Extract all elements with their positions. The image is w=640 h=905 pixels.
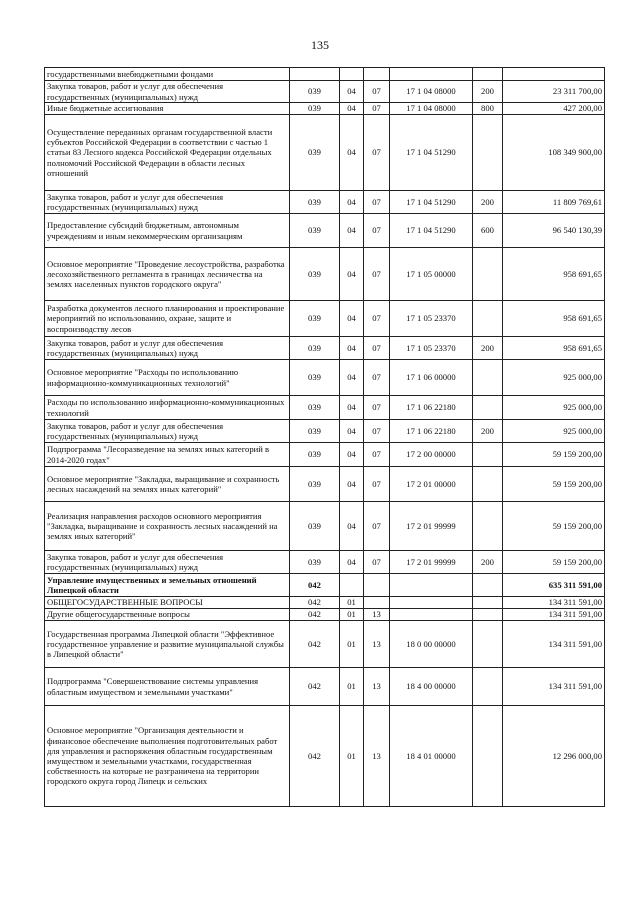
target-article-cell: 17 1 06 22180 <box>390 420 473 443</box>
table-row <box>45 502 605 551</box>
target-article-cell: 17 1 04 08000 <box>390 81 473 103</box>
budget-table-body <box>45 68 605 807</box>
expense-type-cell: 600 <box>473 214 503 248</box>
table-row <box>45 609 605 621</box>
section-code-cell <box>340 68 364 81</box>
ministry-code-cell: 039 <box>290 103 340 115</box>
table-row <box>45 396 605 420</box>
ministry-code-cell: 039 <box>290 81 340 103</box>
subsection-code-cell: 07 <box>364 115 390 191</box>
ministry-code-cell: 039 <box>290 248 340 301</box>
target-article-cell: 17 1 04 51290 <box>390 191 473 214</box>
ministry-code-cell: 042 <box>290 609 340 621</box>
table-row <box>45 574 605 597</box>
section-code-cell: 04 <box>340 103 364 115</box>
target-article-cell <box>390 574 473 597</box>
ministry-code-cell: 039 <box>290 420 340 443</box>
expense-name-cell: Реализация направления расходов основного мероприятия "Закладка, выращивание и сохранность лесных насаждений на землях иных категорий" <box>45 502 290 551</box>
section-code-cell: 01 <box>340 621 364 668</box>
amount-cell: 96 540 130,39 <box>503 214 605 248</box>
amount-cell: 108 349 900,00 <box>503 115 605 191</box>
subsection-code-cell: 07 <box>364 337 390 360</box>
expense-name-cell: Закупка товаров, работ и услуг для обеспечения государственных (муниципальных) нужд <box>45 81 290 103</box>
target-article-cell: 18 0 00 00000 <box>390 621 473 668</box>
ministry-code-cell: 039 <box>290 115 340 191</box>
table-row <box>45 443 605 467</box>
budget-table <box>44 67 605 807</box>
expense-name-cell: Предоставление субсидий бюджетным, автономным учреждениям и иным некоммерческим организациям <box>45 214 290 248</box>
target-article-cell: 17 2 00 00000 <box>390 443 473 467</box>
amount-cell: 23 311 700,00 <box>503 81 605 103</box>
subsection-code-cell: 07 <box>364 360 390 396</box>
expense-name-cell: Осуществление переданных органам государственной власти субъектов Российской Федерации в соответствии с частью 1 статьи 83 Лесного кодекса Российской Федерации отдельных полномочий Российской Федерации в области лесных отношений <box>45 115 290 191</box>
amount-cell: 59 159 200,00 <box>503 502 605 551</box>
target-article-cell: 17 1 04 51290 <box>390 115 473 191</box>
subsection-code-cell: 07 <box>364 443 390 467</box>
section-code-cell: 04 <box>340 502 364 551</box>
subsection-code-cell: 07 <box>364 191 390 214</box>
expense-name-cell: Основное мероприятие "Проведение лесоустройства, разработка лесохозяйственного регламента в границах лесничества на землях населенных пунктов городского округа" <box>45 248 290 301</box>
subsection-code-cell: 07 <box>364 214 390 248</box>
target-article-cell: 17 2 01 00000 <box>390 467 473 502</box>
expense-type-cell: 200 <box>473 81 503 103</box>
ministry-code-cell: 039 <box>290 502 340 551</box>
table-row <box>45 337 605 360</box>
ministry-code-cell: 042 <box>290 668 340 706</box>
target-article-cell: 18 4 01 00000 <box>390 706 473 807</box>
ministry-code-cell: 039 <box>290 551 340 574</box>
subsection-code-cell: 07 <box>364 420 390 443</box>
target-article-cell: 18 4 00 00000 <box>390 668 473 706</box>
amount-cell: 427 200,00 <box>503 103 605 115</box>
section-code-cell: 01 <box>340 706 364 807</box>
amount-cell: 958 691,65 <box>503 248 605 301</box>
ministry-code-cell: 039 <box>290 301 340 337</box>
table-row <box>45 103 605 115</box>
expense-type-cell <box>473 115 503 191</box>
target-article-cell <box>390 68 473 81</box>
subsection-code-cell: 07 <box>364 248 390 301</box>
page-number: 135 <box>311 38 329 52</box>
table-row <box>45 597 605 609</box>
expense-type-cell <box>473 668 503 706</box>
expense-type-cell <box>473 248 503 301</box>
expense-name-cell: Расходы по использованию информационно-коммуникационных технологий <box>45 396 290 420</box>
expense-type-cell <box>473 609 503 621</box>
section-code-cell: 01 <box>340 668 364 706</box>
expense-type-cell <box>473 467 503 502</box>
subsection-code-cell: 07 <box>364 301 390 337</box>
amount-cell <box>503 68 605 81</box>
section-code-cell: 04 <box>340 337 364 360</box>
target-article-cell: 17 2 01 99999 <box>390 502 473 551</box>
expense-type-cell <box>473 396 503 420</box>
expense-name-cell: Управление имущественных и земельных отношений Липецкой области <box>45 574 290 597</box>
ministry-code-cell: 039 <box>290 337 340 360</box>
expense-name-cell: Основное мероприятие "Организация деятельности и финансовое обеспечение выполнения подготовительных работ для управления и распоряжения областным государственным имуществом и земельными участками, государственная собственность на которые не разграничена на территории городского округа город Липецк и сельских <box>45 706 290 807</box>
expense-type-cell <box>473 706 503 807</box>
table-row <box>45 301 605 337</box>
expense-type-cell: 200 <box>473 551 503 574</box>
ministry-code-cell: 042 <box>290 706 340 807</box>
section-code-cell: 04 <box>340 214 364 248</box>
ministry-code-cell: 039 <box>290 191 340 214</box>
ministry-code-cell: 042 <box>290 574 340 597</box>
target-article-cell: 17 1 06 22180 <box>390 396 473 420</box>
subsection-code-cell <box>364 68 390 81</box>
amount-cell: 59 159 200,00 <box>503 443 605 467</box>
section-code-cell: 04 <box>340 248 364 301</box>
subsection-code-cell: 13 <box>364 706 390 807</box>
section-code-cell: 04 <box>340 551 364 574</box>
table-row <box>45 248 605 301</box>
amount-cell: 958 691,65 <box>503 337 605 360</box>
table-row <box>45 191 605 214</box>
expense-name-cell: Основное мероприятие "Закладка, выращивание и сохранность лесных насаждений на землях иных категорий" <box>45 467 290 502</box>
table-row <box>45 420 605 443</box>
target-article-cell: 17 1 04 51290 <box>390 214 473 248</box>
expense-name-cell: Государственная программа Липецкой области "Эффективное государственное управление и развитие муниципальной службы в Липецкой области" <box>45 621 290 668</box>
target-article-cell: 17 1 06 00000 <box>390 360 473 396</box>
table-row <box>45 467 605 502</box>
expense-name-cell: Подпрограмма "Совершенствование системы управления областным имуществом и земельными участками" <box>45 668 290 706</box>
section-code-cell: 04 <box>340 115 364 191</box>
target-article-cell: 17 1 05 23370 <box>390 337 473 360</box>
expense-type-cell <box>473 360 503 396</box>
table-row <box>45 360 605 396</box>
expense-type-cell <box>473 597 503 609</box>
subsection-code-cell <box>364 574 390 597</box>
subsection-code-cell: 13 <box>364 668 390 706</box>
expense-type-cell <box>473 68 503 81</box>
amount-cell: 134 311 591,00 <box>503 621 605 668</box>
expense-name-cell: Закупка товаров, работ и услуг для обеспечения государственных (муниципальных) нужд <box>45 551 290 574</box>
section-code-cell: 04 <box>340 443 364 467</box>
ministry-code-cell: 039 <box>290 360 340 396</box>
amount-cell: 134 311 591,00 <box>503 597 605 609</box>
section-code-cell: 04 <box>340 420 364 443</box>
section-code-cell: 01 <box>340 609 364 621</box>
target-article-cell: 17 1 05 00000 <box>390 248 473 301</box>
table-row <box>45 668 605 706</box>
expense-type-cell: 200 <box>473 337 503 360</box>
amount-cell: 11 809 769,61 <box>503 191 605 214</box>
expense-type-cell <box>473 443 503 467</box>
table-row <box>45 115 605 191</box>
expense-type-cell: 800 <box>473 103 503 115</box>
section-code-cell: 04 <box>340 191 364 214</box>
amount-cell: 635 311 591,00 <box>503 574 605 597</box>
expense-type-cell <box>473 502 503 551</box>
amount-cell: 925 000,00 <box>503 360 605 396</box>
subsection-code-cell: 13 <box>364 609 390 621</box>
ministry-code-cell: 039 <box>290 443 340 467</box>
section-code-cell: 04 <box>340 396 364 420</box>
section-code-cell: 04 <box>340 467 364 502</box>
amount-cell: 12 296 000,00 <box>503 706 605 807</box>
target-article-cell: 17 2 01 99999 <box>390 551 473 574</box>
table-row <box>45 214 605 248</box>
expense-name-cell: Разработка документов лесного планирования и проектирование мероприятий по использованию, охране, защите и воспроизводству лесов <box>45 301 290 337</box>
target-article-cell <box>390 597 473 609</box>
section-code-cell: 04 <box>340 301 364 337</box>
expense-name-cell: Основное мероприятие "Расходы по использованию информационно-коммуникационных технологий" <box>45 360 290 396</box>
ministry-code-cell <box>290 68 340 81</box>
expense-type-cell <box>473 301 503 337</box>
amount-cell: 925 000,00 <box>503 420 605 443</box>
ministry-code-cell: 042 <box>290 597 340 609</box>
subsection-code-cell: 07 <box>364 551 390 574</box>
section-code-cell: 01 <box>340 597 364 609</box>
target-article-cell: 17 1 05 23370 <box>390 301 473 337</box>
expense-name-cell: Подпрограмма "Лесоразведение на землях иных категорий в 2014-2020 годах" <box>45 443 290 467</box>
table-row <box>45 706 605 807</box>
amount-cell: 134 311 591,00 <box>503 668 605 706</box>
expense-name-cell: Закупка товаров, работ и услуг для обеспечения государственных (муниципальных) нужд <box>45 420 290 443</box>
amount-cell: 134 311 591,00 <box>503 609 605 621</box>
subsection-code-cell: 07 <box>364 103 390 115</box>
amount-cell: 925 000,00 <box>503 396 605 420</box>
ministry-code-cell: 039 <box>290 214 340 248</box>
expense-name-cell: Закупка товаров, работ и услуг для обеспечения государственных (муниципальных) нужд <box>45 191 290 214</box>
expense-name-cell: Иные бюджетные ассигнования <box>45 103 290 115</box>
subsection-code-cell: 07 <box>364 467 390 502</box>
amount-cell: 59 159 200,00 <box>503 551 605 574</box>
subsection-code-cell: 07 <box>364 396 390 420</box>
section-code-cell: 04 <box>340 360 364 396</box>
subsection-code-cell: 13 <box>364 621 390 668</box>
ministry-code-cell: 042 <box>290 621 340 668</box>
amount-cell: 958 691,65 <box>503 301 605 337</box>
expense-name-cell: ОБЩЕГОСУДАРСТВЕННЫЕ ВОПРОСЫ <box>45 597 290 609</box>
table-row <box>45 551 605 574</box>
subsection-code-cell: 07 <box>364 81 390 103</box>
ministry-code-cell: 039 <box>290 396 340 420</box>
expense-type-cell <box>473 574 503 597</box>
expense-name-cell: Закупка товаров, работ и услуг для обеспечения государственных (муниципальных) нужд <box>45 337 290 360</box>
table-row <box>45 68 605 81</box>
expense-name-cell: государственными внебюджетными фондами <box>45 68 290 81</box>
subsection-code-cell: 07 <box>364 502 390 551</box>
section-code-cell: 04 <box>340 81 364 103</box>
ministry-code-cell: 039 <box>290 467 340 502</box>
target-article-cell <box>390 609 473 621</box>
expense-name-cell: Другие общегосударственные вопросы <box>45 609 290 621</box>
expense-type-cell: 200 <box>473 191 503 214</box>
section-code-cell <box>340 574 364 597</box>
table-row <box>45 621 605 668</box>
amount-cell: 59 159 200,00 <box>503 467 605 502</box>
target-article-cell: 17 1 04 08000 <box>390 103 473 115</box>
expense-type-cell: 200 <box>473 420 503 443</box>
expense-type-cell <box>473 621 503 668</box>
subsection-code-cell <box>364 597 390 609</box>
table-row <box>45 81 605 103</box>
